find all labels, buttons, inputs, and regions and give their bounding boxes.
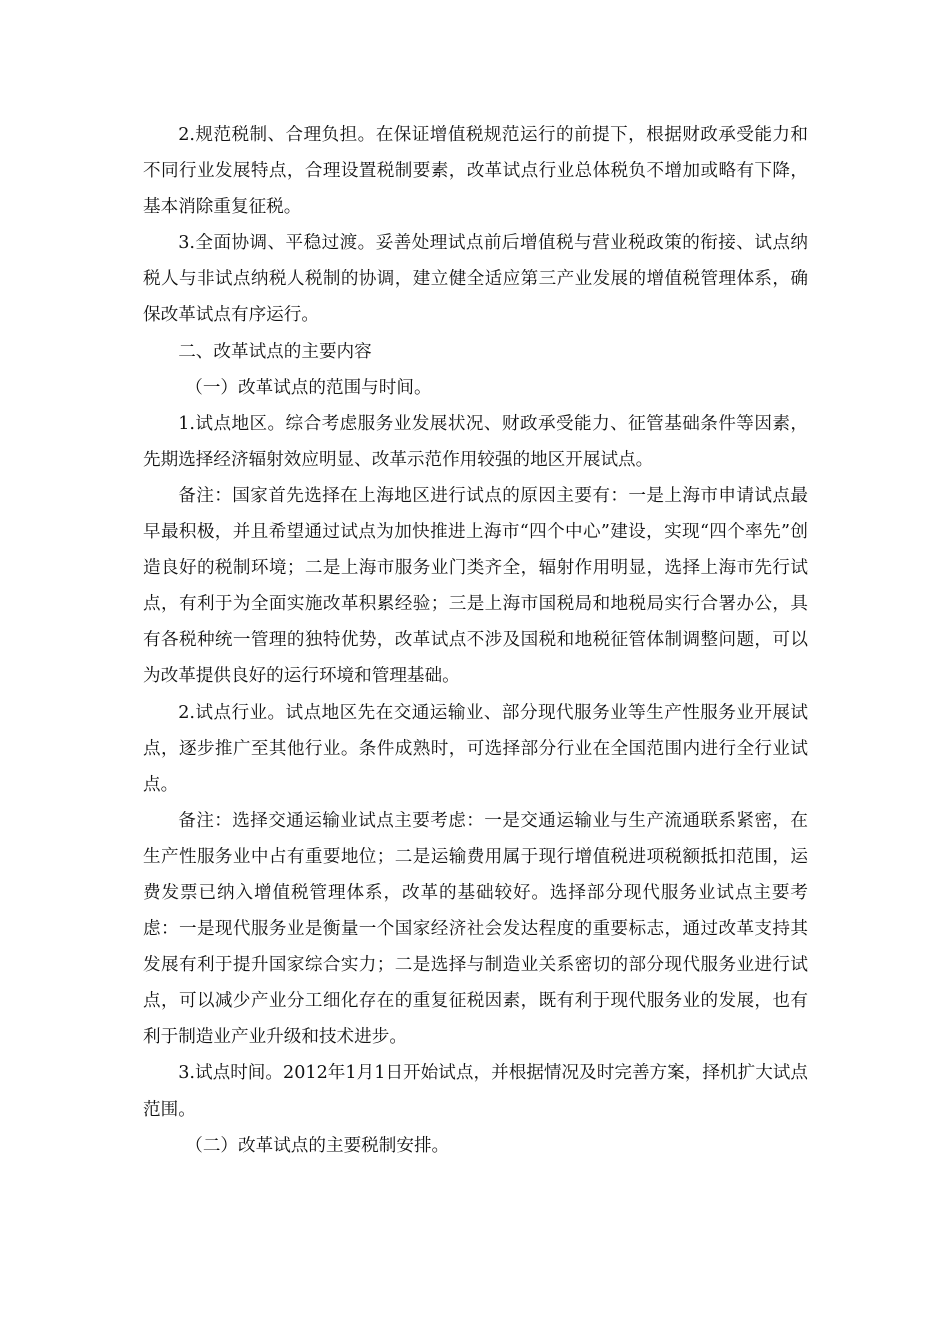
subsection-heading-tax-arrangements: （二）改革试点的主要税制安排。 — [185, 1135, 450, 1156]
paragraph-note-industry: 备注：选择交通运输业试点主要考虑：一是交通运输业与生产流通联系紧密，在生产性服务业中占有重要地位；二是运输费用属于现行增值税进项税额抵扣范围，运费发票已纳入增值税管理体系，改革的基础较好。选择部分现代服务业试点主要考虑：一是现代服务业是衡量一个国家经济社会发达程度的重要标志，通过改革支持其发展有利于提升国家综合实力；二是选择与制造业关系密切的部分现代服务业进行试点，可以减少产业分工细化存在的重复征税因素，既有利于现代服务业的发展，也有利于制造业产业升级和技术进步。 — [143, 810, 808, 1048]
paragraph-pilot-industry: 2.试点行业。试点地区先在交通运输业、部分现代服务业等生产性服务业开展试点，逐步推广至其他行业。条件成熟时，可选择部分行业在全国范围内进行全行业试点。 — [143, 702, 808, 795]
section-heading-main-content: 二、改革试点的主要内容 — [178, 341, 372, 362]
paragraph-principle-3: 3.全面协调、平稳过渡。妥善处理试点前后增值税与营业税政策的衔接、试点纳税人与非试点纳税人税制的协调，建立健全适应第三产业发展的增值税管理体系，确保改革试点有序运行。 — [143, 233, 808, 326]
paragraph-pilot-time: 3.试点时间。2012年1月1日开始试点，并根据情况及时完善方案，择机扩大试点范围。 — [143, 1063, 808, 1120]
paragraph-principle-2: 2.规范税制、合理负担。在保证增值税规范运行的前提下，根据财政承受能力和不同行业发展特点，合理设置税制要素，改革试点行业总体税负不增加或略有下降，基本消除重复征税。 — [143, 125, 808, 218]
paragraph-pilot-region: 1.试点地区。综合考虑服务业发展状况、财政承受能力、征管基础条件等因素，先期选择经济辐射效应明显、改革示范作用较强的地区开展试点。 — [143, 413, 808, 470]
document-body — [143, 117, 808, 1164]
subsection-heading-scope-and-time: （一）改革试点的范围与时间。 — [185, 377, 432, 398]
paragraph-note-shanghai: 备注：国家首先选择在上海地区进行试点的原因主要有：一是上海市申请试点最早最积极，并且希望通过试点为加快推进上海市“四个中心”建设，实现“四个率先”创造良好的税制环境；二是上海市服务业门类齐全，辐射作用明显，选择上海市先行试点，有利于为全面实施改革积累经验；三是上海市国税局和地税局实行合署办公，具有各税种统一管理的独特优势，改革试点不涉及国税和地税征管体制调整问题，可以为改革提供良好的运行环境和管理基础。 — [143, 485, 808, 687]
